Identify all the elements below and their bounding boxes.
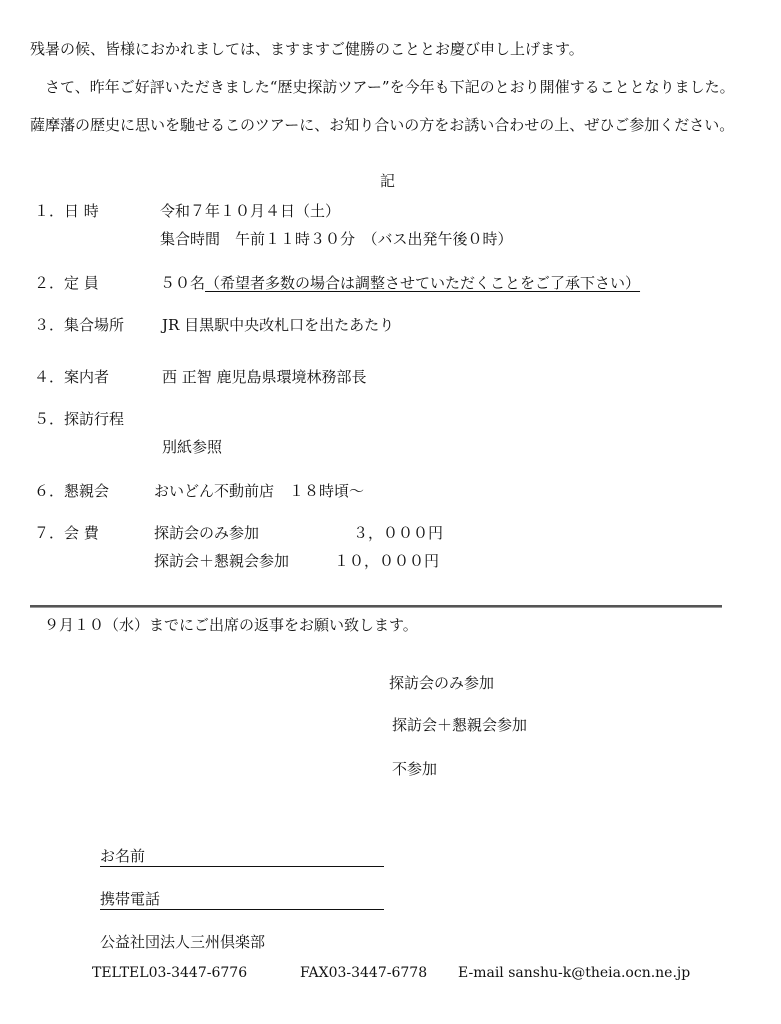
fee-row2-price: １０，０００円 [334,552,440,570]
ki-heading: 記 [380,172,396,190]
footer-fax: FAX03-3447-6778 [300,965,428,981]
item-date-line1: 令和７年１０月４日（土） [160,202,341,220]
item-capacity-label: ２．定 員 [34,274,99,292]
item-party-label: ６．懇親会 [34,482,110,500]
phone-label: 携帯電話 [100,890,161,908]
divider-rule [30,605,722,608]
item-date-label: １．日 時 [34,202,99,220]
item-itinerary-label: ５．探訪行程 [34,410,125,428]
reply-option-tour-only[interactable]: 探訪会のみ参加 [389,674,495,692]
footer-email[interactable]: E-mail sanshu-k@theia.ocn.ne.jp [458,965,691,981]
intro-paragraph: さて、昨年ご好評いただきました“歴史探訪ツアー”を今年も下記のとおり開催することとなりました。薩摩藩の歴史に思いを馳せるこのツアーに、お知り合いの方をお誘い合わせの上、ぜひご参加ください。 [30,78,735,134]
reply-option-absent[interactable]: 不参加 [392,760,438,778]
item-place-value: JR 目黒駅中央改札口を出たあたり [162,316,395,334]
capacity-count: ５０名 [160,274,206,292]
fee-row2-name: 探訪会＋懇親会参加 [154,552,290,570]
name-label: お名前 [100,847,146,865]
footer-tel: TELTEL03-3447-6776 [92,965,248,981]
item-date-line2: 集合時間 午前１１時３０分 （バス出発午後０時） [160,230,513,248]
fee-row1-name: 探訪会のみ参加 [154,524,260,542]
fee-row1-price: ３，０００円 [353,524,444,542]
intro-text [30,30,748,144]
item-guide-value: 西 正智 鹿児島県環境林務部長 [162,368,367,386]
phone-field[interactable] [100,909,384,910]
reply-deadline: ９月１０（水）までにご出席の返事をお願い致します。 [44,616,418,634]
greeting: 残暑の候、皆様におかれましては、ますますご健勝のこととお慶び申し上げます。 [30,40,584,58]
organization-name: 公益社団法人三州倶楽部 [100,933,266,951]
name-field[interactable] [100,866,384,867]
item-place-label: ３．集合場所 [34,316,125,334]
item-capacity-value [160,276,640,291]
item-guide-label: ４．案内者 [34,368,110,386]
item-fee-label: ７．会 費 [34,524,99,542]
item-itinerary-value: 別紙参照 [162,438,223,456]
capacity-note: （希望者多数の場合は調整させていただくことをご了承下さい） [205,274,641,292]
reply-option-tour-and-party[interactable]: 探訪会＋懇親会参加 [392,716,528,734]
item-party-value: おいどん不動前店 １８時頃～ [154,482,365,500]
